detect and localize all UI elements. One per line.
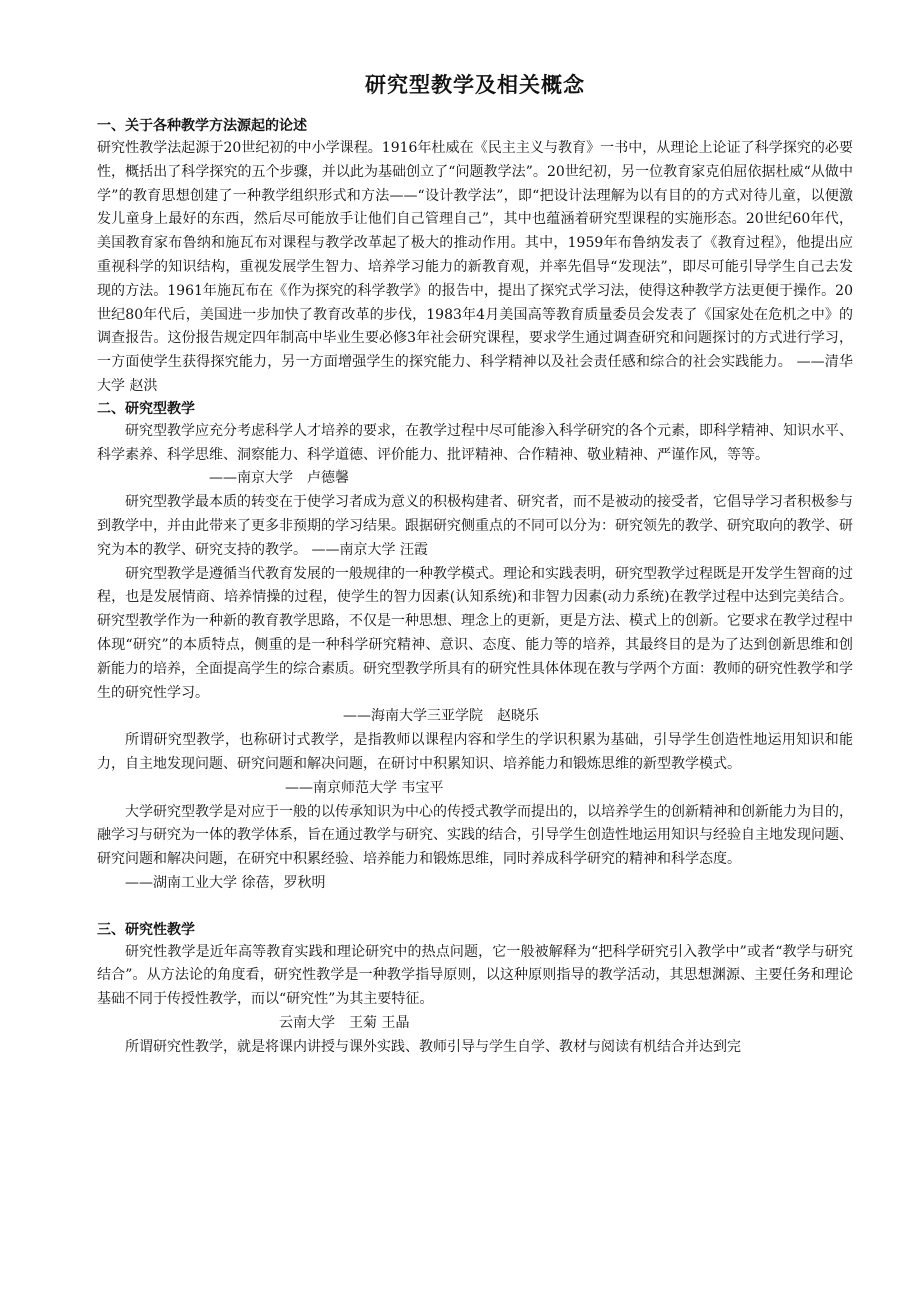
attribution-zhao-xiaole: ——海南大学三亚学院 赵晓乐 <box>343 708 539 725</box>
section-3-paragraph-2: 所谓研究性教学，就是将课内讲授与课外实践、教师引导与学生自学、教材与阅读有机结合并达到完 <box>125 1038 741 1055</box>
section-2-paragraph-3: 研究型教学是遵循当代教育发展的一般规律的一种教学模式。理论和实践表明，研究型教学过程既是开发学生智商的过程，也是发展情商、培养情操的过程，使学生的智力因素(认知系统)和非智力因素(动力系统)在教学过程中达到完美结合。研究型教学作为一种新的教育教学思路，不仅是一种思想、理念上的更新，更是方法、模式上的创新。它要求在教学过程中体现“研究”的本质特点，侧重的是一种科学研究精神、意识、态度、能力等的培养，其最终目的是为了达到创新思维和创新能力的培养，全面提高学生的综合素质。研究型教学所具有的研究性具体体现在教与学两个方面：教师的研究性教学和学生的研究性学习。 <box>97 565 853 701</box>
section-3-paragraph-1: 研究性教学是近年高等教育实践和理论研究中的热点问题，它一般被解释为“把科学研究引入教学中”或者“教学与研究结合”。从方法论的角度看，研究性教学是一种教学指导原则，以这种原则指导的教学活动，其思想渊源、主要任务和理论基础不同于传授性教学，而以“研究性”为其主要特征。 <box>97 943 853 1008</box>
attribution-wei-baoping: ——南京师范大学 韦宝平 <box>285 779 444 796</box>
section-1-paragraph-1: 研究性教学法起源于20世纪初的中小学课程。1916年杜威在《民主主义与教育》一书中，从理论上论证了科学探究的必要性，概括出了科学探究的五个步骤，并以此为基础创立了“问题教学法”。20世纪初，另一位教育家克伯屈依据杜威“从做中学”的教育思想创建了一种教学组织形式和方法——“设计教学法”，即“把设计法理解为以有目的的方式对待儿童，以便激发儿童身上最好的东西，然后尽可能放手让他们自己管理自己”，其中也蕴涵着研究型课程的实施形态。20世纪60年代，美国教育家布鲁纳和施瓦布对课程与教学改革起了极大的推动作用。其中，1959年布鲁纳发表了《教育过程》，他提出应重视科学的知识结构，重视发展学生智力、培养学习能力的新教育观，并率先倡导“发现法”，即尽可能引导学生自己去发现的方法。1961年施瓦布在《作为探究的科学教学》的报告中，提出了探究式学习法，使得这种教学方法更便于操作。20世纪80年代后，美国进一步加快了教育改革的步伐，1983年4月美国高等教育质量委员会发表了《国家处在危机之中》的调查报告。这份报告规定四年制高中毕业生要必修3年社会研究课程，要求学生通过调查研究和问题探讨的方式进行学习，一方面使学生获得探究能力，另一方面增强学生的探究能力、科学精神以及社会责任感和综合的社会实践能力。 ——清华大学 赵洪 <box>97 140 853 394</box>
section-heading-2: 二、研究型教学 <box>97 400 195 417</box>
attribution-lu-dexin: ——南京大学 卢德馨 <box>209 470 349 487</box>
blank-line <box>97 896 853 920</box>
document-page <box>97 70 853 1059</box>
section-2-paragraph-5: 大学研究型教学是对应于一般的以传承知识为中心的传授式教学而提出的，以培养学生的创新精神和创新能力为目的，融学习与研究为一体的教学体系，旨在通过教学与研究、实践的结合，引导学生创造性地运用知识与经验自主地发现问题、研究问题和解决问题，在研究中积累经验、培养能力和锻炼思维，同时养成科学研究的精神和科学态度。 <box>97 803 853 868</box>
section-2-paragraph-1: 研究型教学应充分考虑科学人才培养的要求，在教学过程中尽可能渗入科学研究的各个元素，即科学精神、知识水平、科学素养、科学思维、洞察能力、科学道德、评价能力、批评精神、合作精神、敬业精神、严谨作风，等等。 <box>97 422 853 463</box>
section-2-paragraph-4: 所谓研究型教学，也称研讨式教学，是指教师以课程内容和学生的学识积累为基础，引导学生创造性地运用知识和能力，自主地发现问题、研究问题和解决问题，在研讨中积累知识、培养能力和锻炼思维的新型教学模式。 <box>97 732 853 772</box>
section-heading-1: 一、关于各种教学方法源起的论述 <box>97 118 307 134</box>
document-title: 研究型教学及相关概念 <box>365 72 585 97</box>
attribution-wang-ju: 云南大学 王菊 王晶 <box>279 1014 410 1031</box>
section-2-paragraph-2: 研究型教学最本质的转变在于使学习者成为意义的积极构建者、研究者，而不是被动的接受者，它倡导学习者积极参与到教学中，并由此带来了更多非预期的学习结果。跟据研究侧重点的不同可以分为：研究领先的教学、研究取向的教学、研究为本的教学、研究支持的教学。 ——南京大学 汪霞 <box>97 494 853 558</box>
section-heading-3: 三、研究性教学 <box>97 921 195 938</box>
attribution-xu-bei: ——湖南工业大学 徐蓓，罗秋明 <box>125 874 326 891</box>
